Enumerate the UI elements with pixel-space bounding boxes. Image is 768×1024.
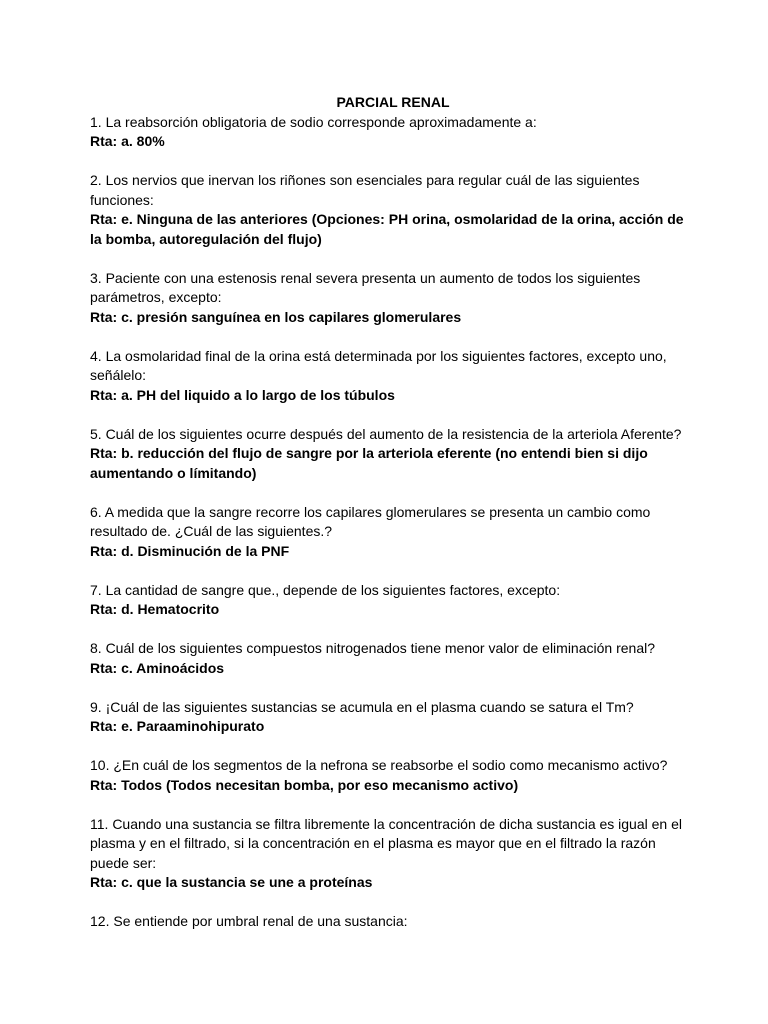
answer-text: Rta: d. Disminución de la PNF bbox=[90, 542, 290, 559]
question-text: 10. ¿En cuál de los segmentos de la nefrona se reabsorbe el sodio como mecanismo activo? bbox=[90, 757, 668, 773]
question-text: 12. Se entiende por umbral renal de una sustancia: bbox=[90, 913, 408, 929]
question-block-3 bbox=[90, 269, 690, 328]
question-block-11 bbox=[90, 815, 690, 893]
question-block-1 bbox=[90, 113, 690, 152]
answer-text: Rta: a. PH del liquido a lo largo de los túbulos bbox=[90, 386, 395, 403]
question-text: 1. La reabsorción obligatoria de sodio corresponde aproximadamente a: bbox=[90, 113, 537, 130]
question-block-12 bbox=[90, 912, 690, 932]
question-text: 6. A medida que la sangre recorre los capilares glomerulares se presenta un cambio como resultado de. ¿Cuál de las siguientes.? bbox=[90, 503, 651, 539]
question-block-9 bbox=[90, 698, 690, 737]
question-text: 11. Cuando una sustancia se filtra libremente la concentración de dicha sustancia es igual en el plasma y en el filtrado, si la concentración en el plasma es mayor que en el filtrado la razón puede ser: bbox=[90, 815, 682, 871]
question-text: 2. Los nervios que inervan los riñones son esenciales para regular cuál de las siguientes funciones: bbox=[90, 172, 640, 208]
answer-text: Rta: e. Ninguna de las anteriores (Opciones: PH orina, osmolaridad de la orina, acción de la bomba, autoregulación del flujo) bbox=[90, 211, 684, 247]
question-text: 5. Cuál de los siguientes ocurre después del aumento de la resistencia de la arteriola Aferente? bbox=[90, 425, 682, 442]
document-page bbox=[90, 93, 690, 951]
question-text: 7. La cantidad de sangre que., depende de los siguientes factores, excepto: bbox=[90, 581, 561, 598]
question-block-6 bbox=[90, 503, 690, 562]
question-block-10 bbox=[90, 756, 690, 795]
question-text: 9. ¡Cuál de las siguientes sustancias se acumula en el plasma cuando se satura el Tm? bbox=[90, 698, 634, 715]
question-block-7 bbox=[90, 581, 690, 620]
answer-text: Rta: a. 80% bbox=[90, 133, 165, 149]
question-text: 4. La osmolaridad final de la orina está determinada por los siguientes factores, excepto uno, señálelo: bbox=[90, 347, 667, 383]
answer-text: Rta: d. Hematocrito bbox=[90, 601, 220, 617]
answer-text: Rta: c. presión sanguínea en los capilares glomerulares bbox=[90, 308, 462, 325]
document-title: PARCIAL RENAL bbox=[336, 94, 450, 110]
question-block-5 bbox=[90, 425, 690, 484]
question-text: 8. Cuál de los siguientes compuestos nitrogenados tiene menor valor de eliminación renal? bbox=[90, 640, 655, 656]
answer-text: Rta: Todos (Todos necesitan bomba, por eso mecanismo activo) bbox=[90, 776, 519, 793]
question-text: 3. Paciente con una estenosis renal severa presenta un aumento de todos los siguientes parámetros, excepto: bbox=[90, 269, 641, 305]
answer-text: Rta: b. reducción del flujo de sangre por la arteriola eferente (no entendi bien si dijo aumentando o límitando) bbox=[90, 445, 648, 481]
answer-text: Rta: e. Paraaminohipurato bbox=[90, 718, 265, 734]
question-block-4 bbox=[90, 347, 690, 406]
question-block-2 bbox=[90, 171, 690, 249]
question-block-8 bbox=[90, 639, 690, 678]
answer-text: Rta: c. que la sustancia se une a proteínas bbox=[90, 874, 373, 890]
answer-text: Rta: c. Aminoácidos bbox=[90, 659, 225, 676]
